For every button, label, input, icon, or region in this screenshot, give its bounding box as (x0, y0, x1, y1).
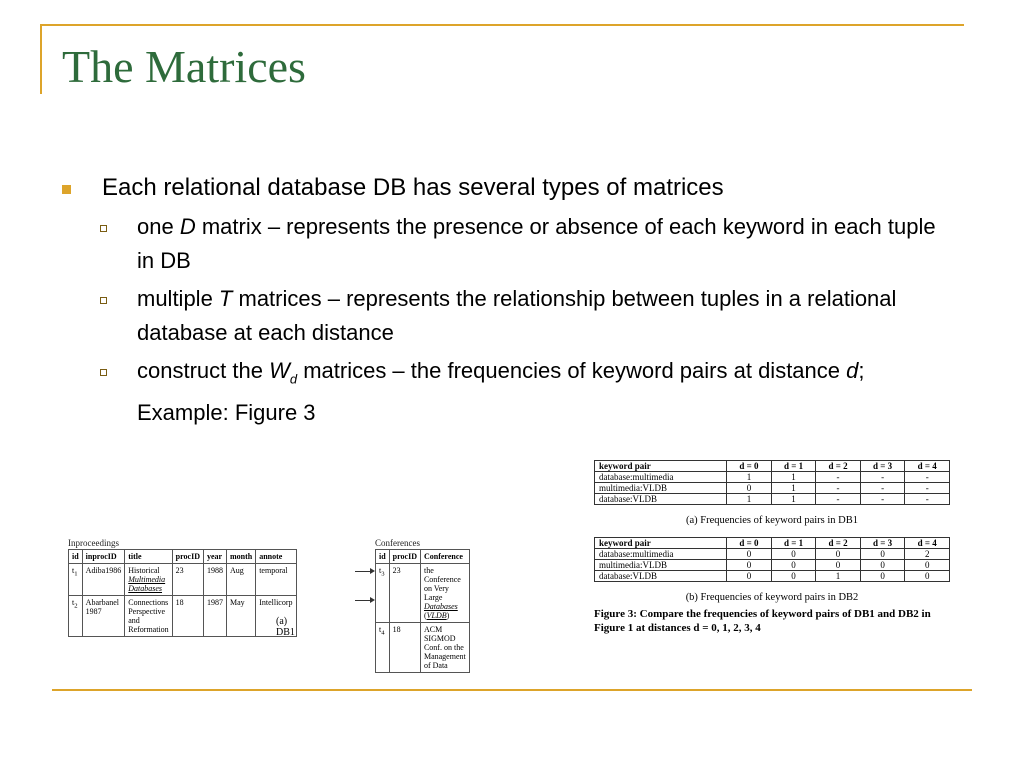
table-cell (125, 596, 172, 637)
sub-bullet-t-matrices (62, 282, 937, 350)
square-bullet-icon (62, 185, 71, 194)
table-cell: - (816, 472, 861, 483)
table-row (595, 560, 950, 571)
table-cell: 1 (771, 483, 816, 494)
table-cell: - (816, 483, 861, 494)
bullet-text: Each relational database DB has several types of matrices (102, 174, 724, 201)
sub-bullet-text-post: matrices – the frequencies of keyword pairs at distance (297, 358, 847, 383)
frequency-table-db1 (594, 460, 950, 505)
table-cell: - (860, 494, 905, 505)
table-cell: - (905, 494, 950, 505)
hollow-square-bullet-icon (100, 225, 107, 232)
table-cell: database:multimedia (595, 549, 727, 560)
tuple-id-sub: 1 (74, 570, 78, 578)
table-row (595, 549, 950, 560)
column-header: d = 0 (727, 461, 772, 472)
column-header: d = 2 (816, 461, 861, 472)
table-row (595, 494, 950, 505)
subcaption-a: (a) Frequencies of keyword pairs in DB1 (685, 515, 859, 526)
column-header: d = 4 (905, 461, 950, 472)
table-cell: 1 (727, 494, 772, 505)
table-cell: database:multimedia (595, 472, 727, 483)
table-cell: 1 (771, 494, 816, 505)
table-cell: 1 (727, 472, 772, 483)
sub-bullet-text-pre: one (137, 214, 180, 239)
table-cell: May (226, 596, 255, 637)
table-cell: multimedia:VLDB (595, 560, 727, 571)
table-cell: 0 (727, 560, 772, 571)
hollow-square-bullet-icon (100, 297, 107, 304)
table-cell: - (860, 483, 905, 494)
column-header: d = 1 (771, 461, 816, 472)
figure-3 (594, 460, 950, 635)
tuple-id-sub: 4 (381, 629, 385, 637)
conferences-label: Conferences (375, 538, 420, 548)
table-row (376, 623, 470, 673)
conference-text: ) (446, 611, 450, 620)
bullet-list (62, 170, 962, 430)
table-cell: 0 (905, 560, 950, 571)
inproceedings-block (68, 538, 297, 637)
table-row (69, 596, 297, 637)
table-cell: Aug (226, 564, 255, 596)
db1-caption: (a) DB1 (276, 616, 295, 638)
table-cell: 18 (172, 596, 203, 637)
conferences-block (375, 538, 470, 673)
sub-bullet-emphasis: T (218, 286, 233, 311)
sub-bullet-text-pre: multiple (137, 286, 219, 311)
column-header: procID (172, 550, 203, 564)
table-cell: 0 (860, 571, 905, 582)
column-header: d = 1 (771, 538, 816, 549)
table-cell: 1 (771, 472, 816, 483)
table-cell (420, 564, 469, 623)
title-underlined: Multimedia Databases (128, 575, 166, 593)
table-cell: 0 (816, 560, 861, 571)
top-rule (40, 24, 964, 26)
column-header: d = 0 (727, 538, 772, 549)
table-cell: 1 (816, 571, 861, 582)
table-cell: 0 (771, 571, 816, 582)
table-cell (420, 623, 469, 673)
table-cell: 0 (771, 560, 816, 571)
table-row (595, 472, 950, 483)
sub-bullet-text-pre: construct the (137, 358, 270, 383)
table-cell: 0 (816, 549, 861, 560)
inproceedings-label: Inproceedings (68, 538, 119, 548)
table-cell: 23 (172, 564, 203, 596)
table-row (69, 564, 297, 596)
column-header: d = 3 (860, 461, 905, 472)
table-cell: 23 (389, 564, 420, 623)
table-cell: Intellicorp (256, 596, 296, 637)
table-cell: multimedia:VLDB (595, 483, 727, 494)
conference-text: the Conference on Very Large (423, 566, 461, 602)
sub-bullet-wd-matrices (62, 354, 937, 430)
table-cell: 0 (905, 571, 950, 582)
column-header: Conference (420, 550, 469, 564)
column-header: keyword pair (595, 461, 727, 472)
column-header: keyword pair (595, 538, 727, 549)
sub-bullet-text-post: matrices – represents the relationship between tuples in a relational database at each distance (137, 286, 897, 345)
column-header: d = 3 (860, 538, 905, 549)
column-header: month (226, 550, 255, 564)
table-cell: 0 (727, 483, 772, 494)
table-cell: 1987 (203, 596, 226, 637)
table-cell: 0 (727, 571, 772, 582)
column-header: id (69, 550, 83, 564)
table-cell: 18 (389, 623, 420, 673)
tuple-id: t (72, 598, 75, 607)
table-header-row (376, 550, 470, 564)
column-header: inprocID (82, 550, 125, 564)
tuple-id: t (379, 625, 382, 634)
conference-underlined: VLDB (426, 611, 447, 620)
table-cell: - (905, 483, 950, 494)
conference-underlined: Databases (423, 602, 458, 611)
table-cell (69, 596, 83, 637)
column-header: procID (389, 550, 420, 564)
table-header-row (595, 538, 950, 549)
table-cell: 0 (771, 549, 816, 560)
table-cell: 0 (860, 560, 905, 571)
table-cell: - (905, 472, 950, 483)
hollow-square-bullet-icon (100, 369, 107, 376)
column-header: year (203, 550, 226, 564)
conference-text: ACM SIGMOD Conf. on the Management of Data (423, 625, 466, 670)
column-header: d = 2 (816, 538, 861, 549)
table-cell: 2 (905, 549, 950, 560)
title-text: Historical (128, 566, 160, 575)
column-header: title (125, 550, 172, 564)
bottom-rule (52, 689, 972, 691)
table-cell (376, 623, 390, 673)
column-header: id (376, 550, 390, 564)
table-cell (125, 564, 172, 596)
table-row (376, 564, 470, 623)
subcaption-b: (b) Frequencies of keyword pairs in DB2 (685, 592, 859, 603)
table-header-row (69, 550, 297, 564)
inproceedings-table (68, 549, 297, 637)
tuple-id: t (379, 566, 382, 575)
table-row (595, 571, 950, 582)
table-header-row (595, 461, 950, 472)
table-cell (376, 564, 390, 623)
table-cell: database:VLDB (595, 494, 727, 505)
table-cell: temporal (256, 564, 296, 596)
slide-title: The Matrices (62, 41, 306, 92)
conferences-table (375, 549, 470, 673)
sub-bullet-text-post-2: ; Example: Figure 3 (137, 358, 865, 426)
table-cell: 0 (860, 549, 905, 560)
table-cell: - (860, 472, 905, 483)
table-cell: Adiba1986 (82, 564, 125, 596)
sub-bullet-emphasis-2: d (846, 358, 859, 383)
tuple-id-sub: 2 (74, 602, 78, 610)
sub-bullet-d-matrix (62, 210, 937, 278)
table-cell: 1988 (203, 564, 226, 596)
conference-text: ( (423, 611, 427, 620)
figure-caption: Figure 3: Compare the frequencies of keyword pairs of DB1 and DB2 in Figure 1 at distances d = 0, 1, 2, 3, 4 (594, 608, 931, 634)
sub-bullet-emphasis: W (269, 358, 290, 383)
tuple-id: t (72, 566, 75, 575)
sub-bullet-emphasis: D (179, 214, 196, 239)
table-cell: Abarbanel 1987 (82, 596, 125, 637)
table-cell: database:VLDB (595, 571, 727, 582)
title-text: Connections Perspective and Reformation (128, 598, 169, 634)
tuple-id-sub: 3 (381, 570, 385, 578)
table-cell: - (816, 494, 861, 505)
sub-bullet-text-post: matrix – represents the presence or absence of each keyword in each tuple in DB (137, 214, 936, 273)
column-header: annote (256, 550, 296, 564)
column-header: d = 4 (905, 538, 950, 549)
left-rule (40, 24, 42, 94)
subscript: d (289, 371, 298, 387)
table-cell: 0 (727, 549, 772, 560)
frequency-table-db2 (594, 537, 950, 582)
table-cell (69, 564, 83, 596)
bullet-level1 (62, 170, 962, 206)
table-row (595, 483, 950, 494)
